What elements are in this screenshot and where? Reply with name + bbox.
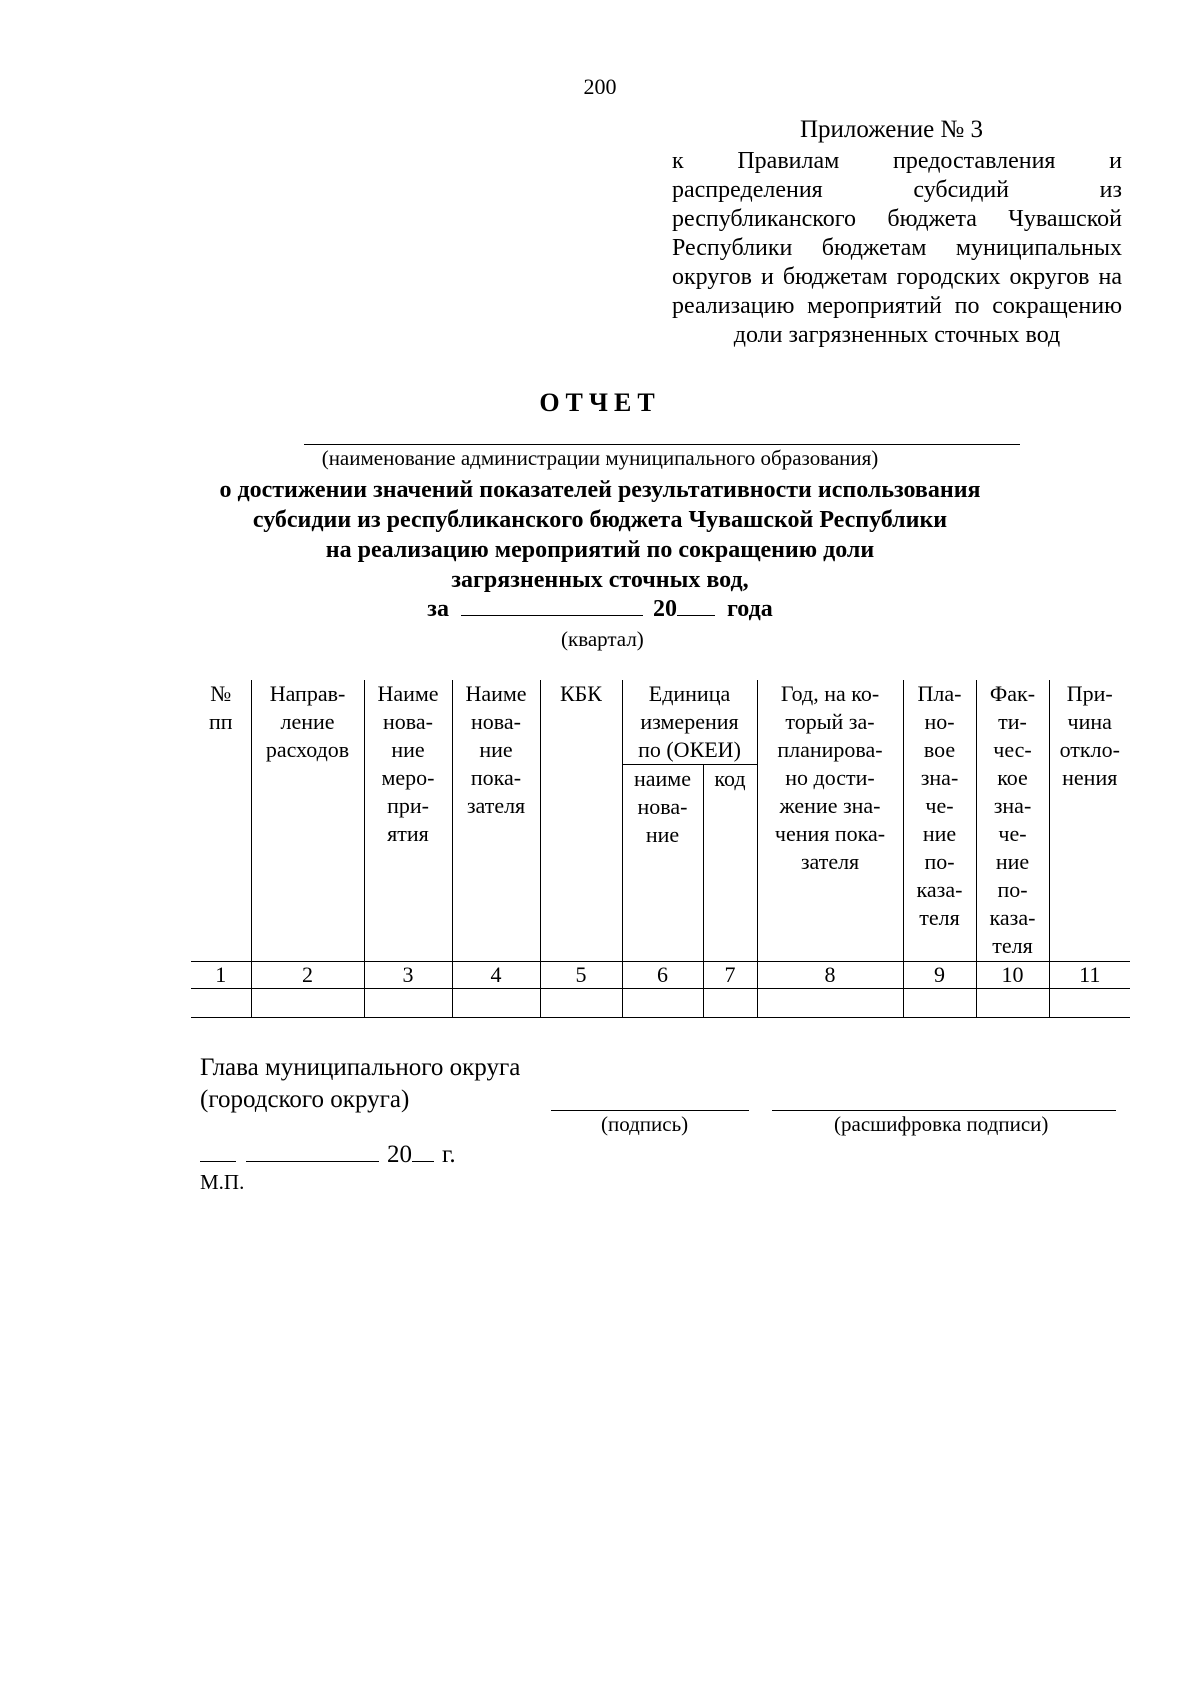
report-table (191, 680, 1130, 1018)
header-reason: При- чина откло- нения (1049, 680, 1130, 962)
column-number: 3 (364, 962, 452, 989)
report-subject-line: о достижении значений показателей результативности использования (219, 477, 981, 503)
report-subject-line: загрязненных сточных вод, (451, 567, 749, 593)
column-number: 7 (703, 962, 757, 989)
admin-name-blank-line (304, 444, 1020, 445)
period-prefix: за (427, 596, 449, 622)
table-cell (622, 989, 703, 1018)
appendix-text: к Правилам предоставления и распределения субсидий из республиканского бюджета Чувашской Республики бюджетам муниципальных округов и бюджетам городских округов на реализацию мероприятий по сокращению доли загрязненных сточных вод (672, 148, 1122, 348)
quarter-blank (461, 597, 643, 616)
admin-name-caption: (наименование администрации муниципального образования) (321, 446, 879, 470)
header-kbk: КБК (540, 680, 622, 962)
header-num: № пп (191, 680, 251, 962)
report-title: ОТЧЕТ (539, 388, 661, 417)
header-event-name: Наиме нова- ние меро- при- ятия (364, 680, 452, 962)
column-number: 10 (976, 962, 1049, 989)
report-period (0, 596, 1200, 623)
signature-line (551, 1110, 749, 1111)
header-actual: Фак- ти- чес- кое зна- че- ние по- каза- теля (976, 680, 1049, 962)
table-cell (1049, 989, 1130, 1018)
report-subject (0, 475, 1200, 595)
report-subject-line: субсидии из республиканского бюджета Чувашской Республики (252, 507, 948, 533)
header-year: Год, на ко- торый за- планирова- но дости- жение зна- чения пока- зателя (757, 680, 903, 962)
header-planned: Пла- но- вое зна- че- ние по- каза- теля (903, 680, 976, 962)
period-suffix: года (726, 596, 773, 622)
appendix-title: Приложение № 3 (800, 116, 984, 143)
head-of-district-label: Глава муниципального округа (городского округа) (200, 1054, 521, 1113)
column-number: 4 (452, 962, 540, 989)
table-cell (364, 989, 452, 1018)
signature-date (200, 1141, 456, 1169)
header-unit-code: код (703, 765, 757, 962)
period-year: 20 (652, 596, 677, 622)
header-indicator-name: Наиме нова- ние пока- зателя (452, 680, 540, 962)
column-number: 8 (757, 962, 903, 989)
stamp-place-label: М.П. (200, 1170, 245, 1194)
column-number: 1 (191, 962, 251, 989)
table-cell (703, 989, 757, 1018)
quarter-caption: (квартал) (561, 627, 644, 651)
table-cell (540, 989, 622, 1018)
report-subject-line: на реализацию мероприятий по сокращению доли (325, 537, 875, 563)
date-day-blank (200, 1143, 236, 1162)
page-number: 200 (583, 74, 617, 99)
empty-data-row (191, 989, 1130, 1018)
signature-decode-caption: (расшифровка подписи) (834, 1112, 1049, 1136)
date-suffix: г. (442, 1141, 456, 1168)
column-number: 6 (622, 962, 703, 989)
signature-decode-line (772, 1110, 1116, 1111)
column-number: 11 (1049, 962, 1130, 989)
date-month-blank (246, 1143, 379, 1162)
header-unit: Единица измерения по (ОКЕИ) (622, 680, 757, 765)
table-cell (452, 989, 540, 1018)
column-number: 2 (251, 962, 364, 989)
signature-caption: (подпись) (601, 1112, 689, 1136)
column-number: 5 (540, 962, 622, 989)
table-cell (976, 989, 1049, 1018)
table-cell (757, 989, 903, 1018)
header-unit-name: наиме нова- ние (622, 765, 703, 962)
column-number: 9 (903, 962, 976, 989)
table-cell (191, 989, 251, 1018)
table-cell (903, 989, 976, 1018)
year-blank (677, 597, 715, 616)
column-numbers-row (191, 962, 1130, 989)
date-year-blank (412, 1143, 434, 1162)
date-year: 20 (387, 1141, 412, 1168)
header-direction: Направ- ление расходов (251, 680, 364, 962)
table-cell (251, 989, 364, 1018)
